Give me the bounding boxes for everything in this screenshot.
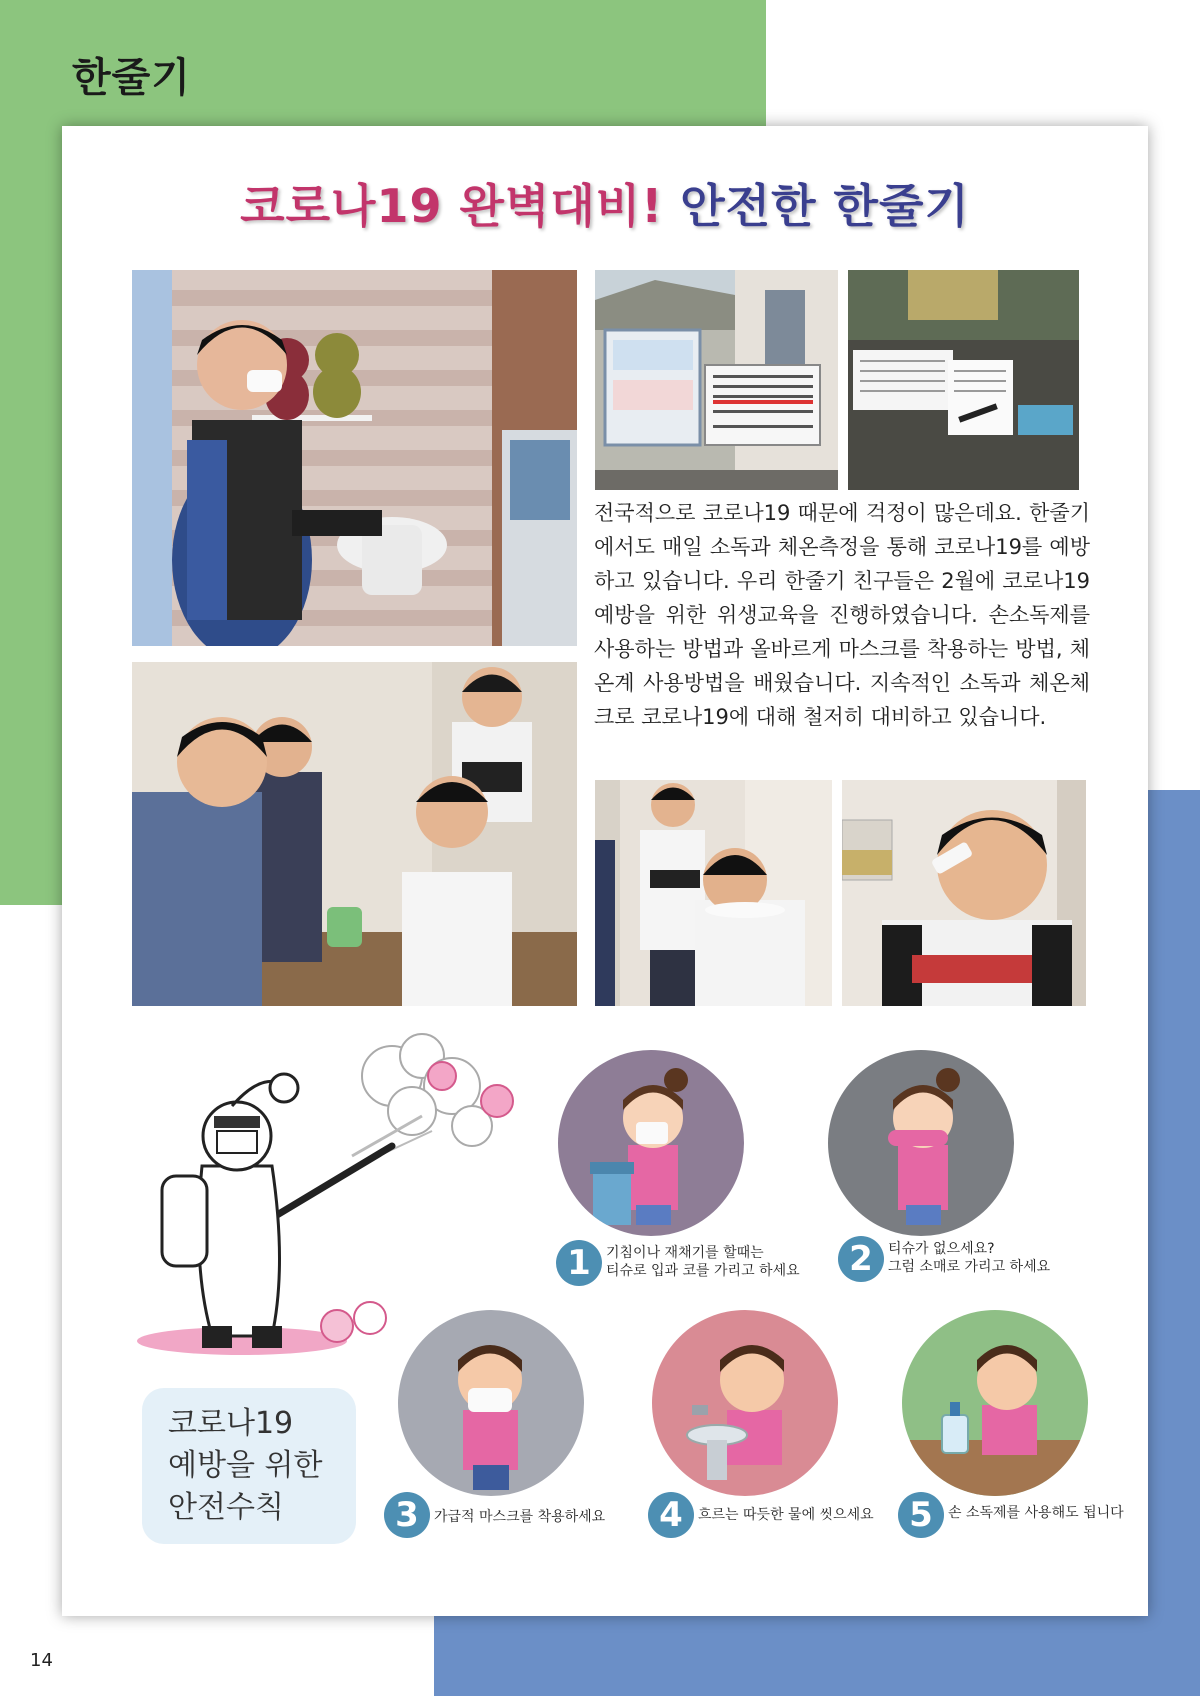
illustration-cover-with-tissue	[558, 1050, 744, 1236]
article-title	[62, 170, 1148, 236]
photo-safety-signs	[595, 270, 838, 490]
rule-2-number-badge: 2	[838, 1236, 884, 1282]
rules-title-line2: 예방을 위한	[168, 1448, 323, 1483]
rules-title-line1: 코로나19	[168, 1406, 294, 1441]
title-highlight: 코로나19 완벽대비!	[240, 179, 664, 233]
photo-hand-sanitizer	[132, 662, 577, 1006]
page-number: 14	[30, 1650, 53, 1671]
rule-2-caption-line2: 그럼 소매로 가리고 하세요	[888, 1259, 1051, 1275]
rules-title-box	[142, 1388, 356, 1544]
rule-5-caption: 손 소독제를 사용해도 됩니다	[948, 1505, 1124, 1521]
illustration-wash-hands	[652, 1310, 838, 1496]
photo-temperature-log	[848, 270, 1079, 490]
article-card	[62, 126, 1148, 1616]
rule-4-caption: 흐르는 따듯한 물에 씻으세요	[698, 1507, 874, 1523]
illustration-hand-sanitizer	[902, 1310, 1088, 1496]
section-label: 한줄기	[72, 55, 191, 101]
photo-mask-training	[595, 780, 832, 1006]
illustration-cover-with-sleeve	[828, 1050, 1014, 1236]
rule-2-caption-line1: 티슈가 없으세요?	[888, 1241, 995, 1257]
rule-4-number-badge: 4	[648, 1492, 694, 1538]
illustration-wear-mask	[398, 1310, 584, 1496]
article-body-text: 전국적으로 코로나19 때문에 걱정이 많은데요. 한줄기에서도 매일 소독과 체온측정을 통해 코로나19를 예방하고 있습니다. 우리 한줄기 친구들은 2월에 코로나19 예방을 위한 위생교육을 진행하였습니다. 손소독제를 사용하는 방법과 올바르게 마스크를 착용하는 방법, 체온계 사용방법을 배웠습니다. 지속적인 소독과 체온체크로 코로나19에 대해 철저히 대비하고 있습니다.	[594, 501, 1090, 729]
rules-title-line3: 안전수칙	[168, 1490, 284, 1525]
rule-1-caption-line1: 기침이나 재채기를 할때는	[606, 1245, 764, 1261]
rule-1-number-badge: 1	[556, 1240, 602, 1286]
photo-thermometer	[842, 780, 1086, 1006]
photo-disinfection	[132, 270, 577, 646]
rule-3-caption: 가급적 마스크를 착용하세요	[434, 1509, 606, 1525]
rule-3-number-badge: 3	[384, 1492, 430, 1538]
rule-5-number-badge: 5	[898, 1492, 944, 1538]
title-main: 안전한 한줄기	[680, 179, 970, 233]
rule-1-caption-line2: 티슈로 입과 코를 가리고 하세요	[606, 1263, 800, 1279]
